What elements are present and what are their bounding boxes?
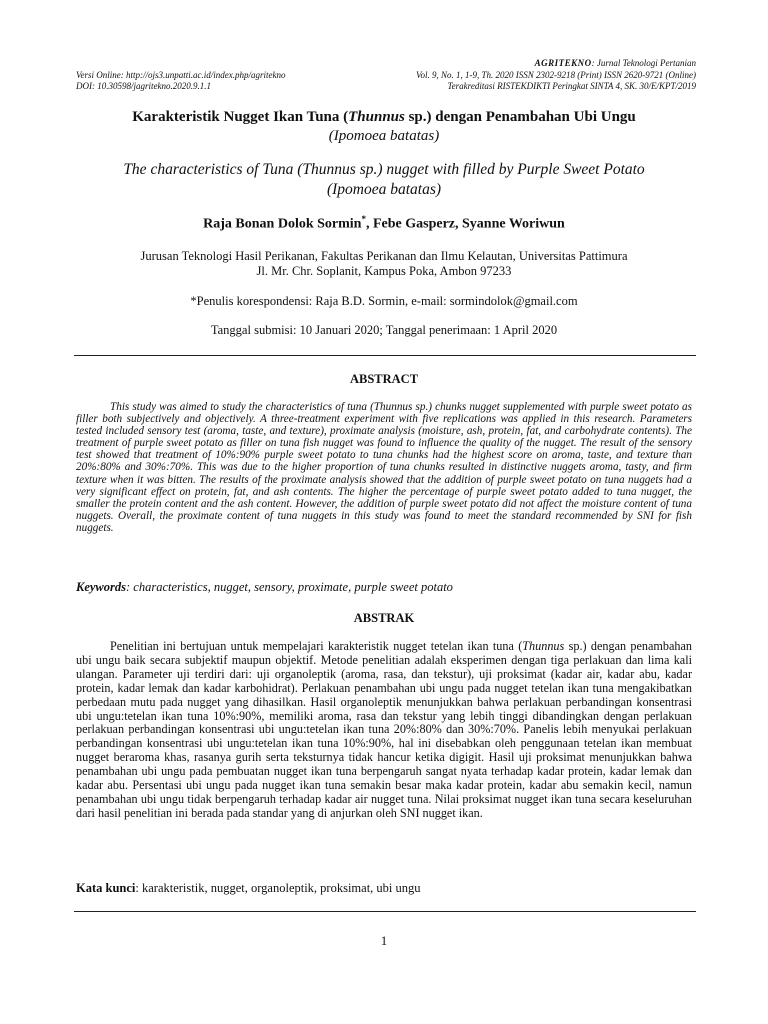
keywords-id	[76, 881, 692, 896]
abstrak-heading: ABSTRAK	[353, 611, 415, 625]
title-id-part1: Karakteristik Nugget Ikan Tuna (	[132, 109, 349, 125]
abstract-body	[76, 401, 692, 534]
author-rest: , Febe Gasperz, Syanne Woriwun	[365, 216, 565, 232]
divider-bottom	[74, 911, 696, 912]
abstrak-text-b: sp.) dengan penambahan ubi ungu baik secara subjektif maupun objektif. Metode penelitian adalah eksperimen dengan tiga perlakuan dan lima kali ulangan. Parameter uji terdiri dari: uji organoleptik (aroma, rasa, dan tekstur), uji proksimat (kadar air, kadar abu, kadar protein, kadar lemak dan kadar karbohidrat). Perlakuan penambahan ubi ungu pada nugget tetelan ikan tuna mengakibatkan perbedaan mutu pada nugget yang dihasilkan. Hasil organoleptik menunjukkan bahwa perlakuan perbandingan konsentrasi ubi ungu:tetelan ikan tuna 10%:90%, memiliki aroma, rasa dan tekstur yang lebih tinggi dibandingkan dengan perlakuan perlakuan perbandingan konsentrasi ubi ungu:tetelan ikan tuna 20%:80% dan 30%:70%. Panelis lebih menyukai perlakuan perbandingan konsentrasi ubi ungu:tetelan ikan tuna 10%:90%, hal ini disebabkan oleh penggunaan tetelan ikan membuat nugget beraroma khas, rasanya gurih serta teksturnya tidak hancur ketika digigit. Hasil uji proksimat menunjukkan bahwa penambahan ubi ungu pada pembuatan nugget ikan tuna berpengaruh sangat nyata terhadap kadar protein, kadar lemak dan kadar abu. Persentasi ubi ungu pada nugget ikan tuna semakin besar maka kadar protein, kadar abu semakin kecil, namun penambahan ubi ungu tidak berpengaruh terhadap kadar air nugget tuna. Nilai proksimat nugget ikan tuna secara keseluruhan dari hasil penelitian ini berada pada standar yang di anjurkan oleh SNI nugget ikan.	[76, 639, 692, 820]
header-right	[416, 70, 696, 92]
abstract-heading: ABSTRACT	[349, 372, 419, 386]
keywords-list: : characteristics, nugget, sensory, proximate, purple sweet potato	[126, 580, 453, 594]
affiliation	[76, 249, 692, 279]
header-left	[76, 70, 285, 92]
abstract-text: This study was aimed to study the characteristics of tuna (Thunnus sp.) chunks nugget supplemented with purple sweet potato as filler both subjectively and objectively. A three-treatment experiment with five replications was applied in this research. Parameters tested included sensory test (aroma, taste, and texture), proximate analysis (moisture, ash, protein, fat, and carbohydrate contents). The treatment of purple sweet potato as filler on tuna fish nugget was found to influence the quality of the nugget. The result of the sensory test showed that treatment of 10%:90% purple sweet potato to tuna chunks had the highest score on aroma, taste, and texture than 20%:80% and 30%:70%. This was due to the higher proportion of tuna chunks resulted in distinctive nuggets aroma, tasty, and firm texture when it was bitten. The results of the proximate analysis showed that the addition of purple sweet potato on tuna nuggets had a very significant effect on protein, fat, and ash contents. The higher the percentage of purple sweet potato added to tuna nugget, the smaller the protein content and the ash content. However, the addition of purple sweet potato did not affect the moisture content of tuna nuggets. Overall, the proximate content of tuna nuggets in this study was found to meet the standard recommended by SNI for fish nuggets.	[76, 401, 692, 534]
divider-top	[74, 355, 696, 356]
journal-name	[535, 58, 696, 68]
abstrak-text-a: Penelitian ini bertujuan untuk mempelajari karakteristik nugget tetelan ikan tuna (	[110, 639, 523, 653]
kata-kunci-label: Kata kunci	[76, 881, 136, 895]
kata-kunci-list: : karakteristik, nugget, organoleptik, proksimat, ubi ungu	[135, 881, 421, 895]
doi: DOI: 10.30598/jagritekno.2020.9.1.1	[76, 81, 211, 91]
journal-subtitle: : Jurnal Teknologi Pertanian	[591, 58, 696, 68]
online-version: Versi Online: http://ojs3.unpatti.ac.id/index.php/agritekno	[76, 70, 286, 80]
title-en-line1: The characteristics of Tuna (Thunnus sp.) nugget with filled by Purple Sweet Potato	[123, 161, 645, 178]
correspondence: *Penulis korespondensi: Raja B.D. Sormin, e-mail: sormindolok@gmail.com	[190, 294, 578, 308]
title-english	[76, 160, 692, 200]
abstrak-species: Thunnus	[522, 639, 565, 653]
title-id-species: Thunnus	[348, 109, 405, 125]
title-id-line2: (Ipomoea batatas)	[328, 128, 440, 144]
authors	[76, 214, 692, 233]
keywords-label: Keywords	[76, 580, 126, 594]
submission-dates: Tanggal submisi: 10 Januari 2020; Tanggal penerimaan: 1 April 2020	[210, 323, 558, 337]
author-first: Raja Bonan Dolok Sormin	[203, 216, 362, 232]
journal-acronym: AGRITEKNO	[534, 58, 592, 68]
corresponding-mark: *	[361, 214, 366, 224]
abstrak-body	[76, 640, 692, 821]
keywords-en	[76, 580, 692, 595]
affiliation-line2: Jl. Mr. Chr. Soplanit, Kampus Poka, Ambon 97233	[256, 264, 512, 278]
page-number: 1	[380, 933, 388, 948]
volume-issn: Vol. 9, No. 1, 1-9, Th. 2020 ISSN 2302-9218 (Print) ISSN 2620-9721 (Online)	[416, 70, 696, 80]
affiliation-line1: Jurusan Teknologi Hasil Perikanan, Fakultas Perikanan dan Ilmu Kelautan, Universitas Pattimura	[140, 249, 628, 263]
abstrak-text	[76, 640, 692, 821]
title-indonesian	[76, 108, 692, 146]
title-en-line2: (Ipomoea batatas)	[326, 181, 442, 198]
title-id-part2: sp.) dengan Penambahan Ubi Ungu	[404, 109, 636, 125]
accreditation: Terakreditasi RISTEKDIKTI Peringkat SINTA 4, SK. 30/E/KPT/2019	[447, 81, 696, 91]
